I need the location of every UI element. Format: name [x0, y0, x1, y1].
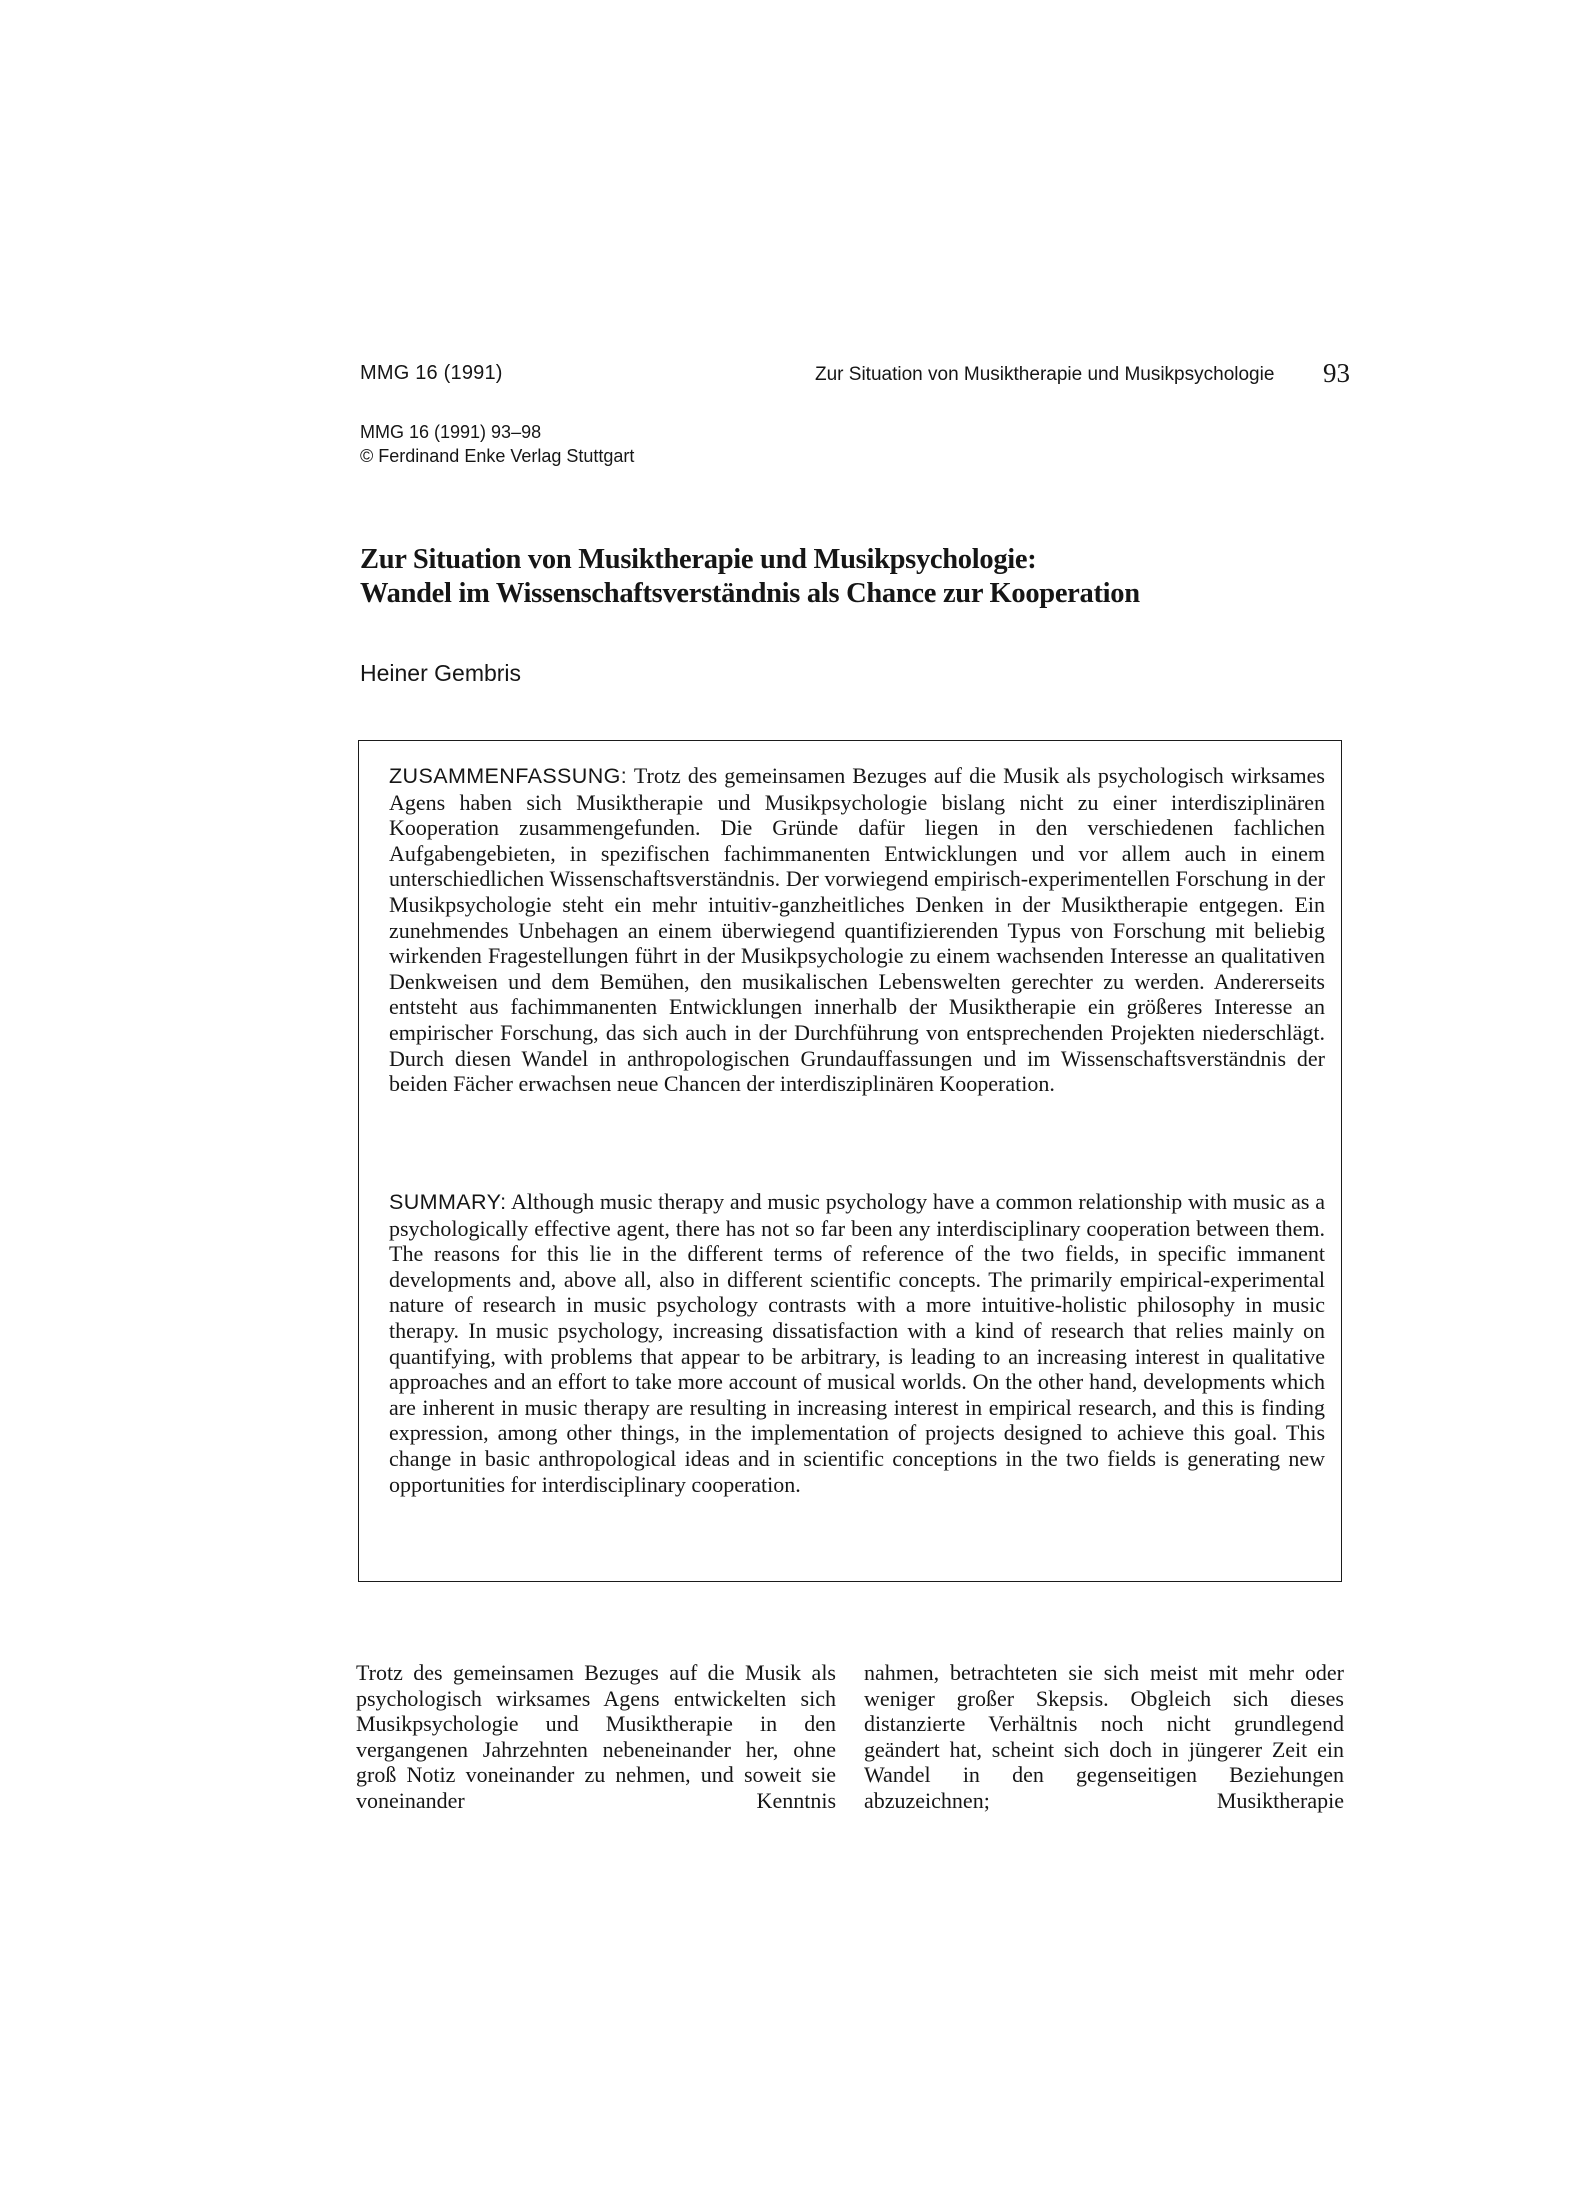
- citation-reference: MMG 16 (1991) 93–98: [360, 422, 542, 442]
- running-head-journal: MMG 16 (1991): [360, 362, 503, 384]
- abstract-german: [389, 763, 1325, 1097]
- author-name: Heiner Gembris: [360, 660, 522, 686]
- abstract-english-text: Although music therapy and music psychology have a common relationship with music as a psychologically effective agent, there has not so far been any interdisciplinary cooperation between them. The reasons for this lie in the different terms of reference of the two fields, in specific immanent developments and, above all, also in different scientific concepts. The primarily empirical-experimental nature of research in music psychology contrasts with a more intuitive-holistic philosophy in music therapy. In music psychology, increasing dissatisfaction with a kind of research that relies mainly on quantifying, with problems that appear to be arbitrary, is leading to an increasing interest in qualitative approaches and an effort to take more account of musical worlds. On the other hand, developments which are inherent in music therapy are resulting in increasing interest in empirical research, and this is finding expression, among other things, in the implementation of projects designed to achieve this goal. This change in basic anthropological ideas and in scientific conceptions in the two fields is generating new opportunities for interdisciplinary cooperation.: [389, 1189, 1325, 1497]
- citation-block: [360, 420, 634, 468]
- running-head-short-title: Zur Situation von Musiktherapie und Musikpsychologie: [815, 364, 1275, 385]
- abstract-english-label: SUMMARY:: [389, 1190, 507, 1214]
- abstract-box: [358, 740, 1342, 1582]
- abstract-german-text: Trotz des gemeinsamen Bezuges auf die Musik als psychologisch wirksames Agens haben sich Musiktherapie und Musikpsychologie bislang nicht zu einer interdisziplinären Kooperation zusammengefunden. Die Gründe dafür liegen in den verschiedenen fachlichen Aufgabengebieten, in spezifischen fachimmanenten Entwicklungen und vor allem auch in einem unterschiedlichen Wissenschaftsverständnis. Der vorwiegend empirisch-experimentellen Forschung in der Musikpsychologie steht ein mehr intuitiv-ganzheitliches Denken in der Musiktherapie entgegen. Ein zunehmendes Unbehagen an einem überwiegend quantifizierenden Typus von Forschung mit beliebig wirkenden Fragestellungen führt in der Musikpsychologie zu einem wachsenden Interesse an qualitativen Denkweisen und dem Bemühen, den musikalischen Lebenswelten gerechter zu werden. Andererseits entsteht aus fachimmanenten Entwicklungen innerhalb der Musiktherapie ein größeres Interesse an empirischer Forschung, das sich auch in der Durchführung von entsprechenden Projekten niederschlägt. Durch diesen Wandel in anthropologischen Grundauffassungen und im Wissenschaftsverständnis der beiden Fächer erwachsen neue Chancen der interdisziplinären Kooperation.: [389, 763, 1325, 1097]
- body-column-left: Trotz des gemeinsamen Bezuges auf die Musik als psychologisch wirksames Agens entwickelten sich Musikpsychologie und Musiktherapie in den vergangenen Jahrzehnten nebeneinander her, ohne groß Notiz voneinander zu nehmen, und soweit sie voneinander Kenntnis: [356, 1660, 836, 1813]
- running-head: [360, 358, 1350, 398]
- abstract-english: [389, 1189, 1325, 1497]
- article-title: [360, 543, 1360, 611]
- page-number: 93: [1323, 358, 1350, 388]
- citation-publisher: © Ferdinand Enke Verlag Stuttgart: [360, 446, 635, 466]
- body-column-right: nahmen, betrachteten sie sich meist mit mehr oder weniger großer Skepsis. Obgleich sich dieses distanzierte Verhältnis noch nicht grundlegend geändert hat, scheint sich doch in jüngerer Zeit ein Wandel in den gegenseitigen Beziehungen abzuzeichnen; Musiktherapie: [864, 1660, 1344, 1813]
- abstract-german-label: ZUSAMMENFASSUNG:: [389, 764, 628, 788]
- article-title-line-2: Wandel im Wissenschaftsverständnis als Chance zur Kooperation: [360, 578, 1140, 609]
- article-title-line-1: Zur Situation von Musiktherapie und Musikpsychologie:: [360, 544, 1037, 575]
